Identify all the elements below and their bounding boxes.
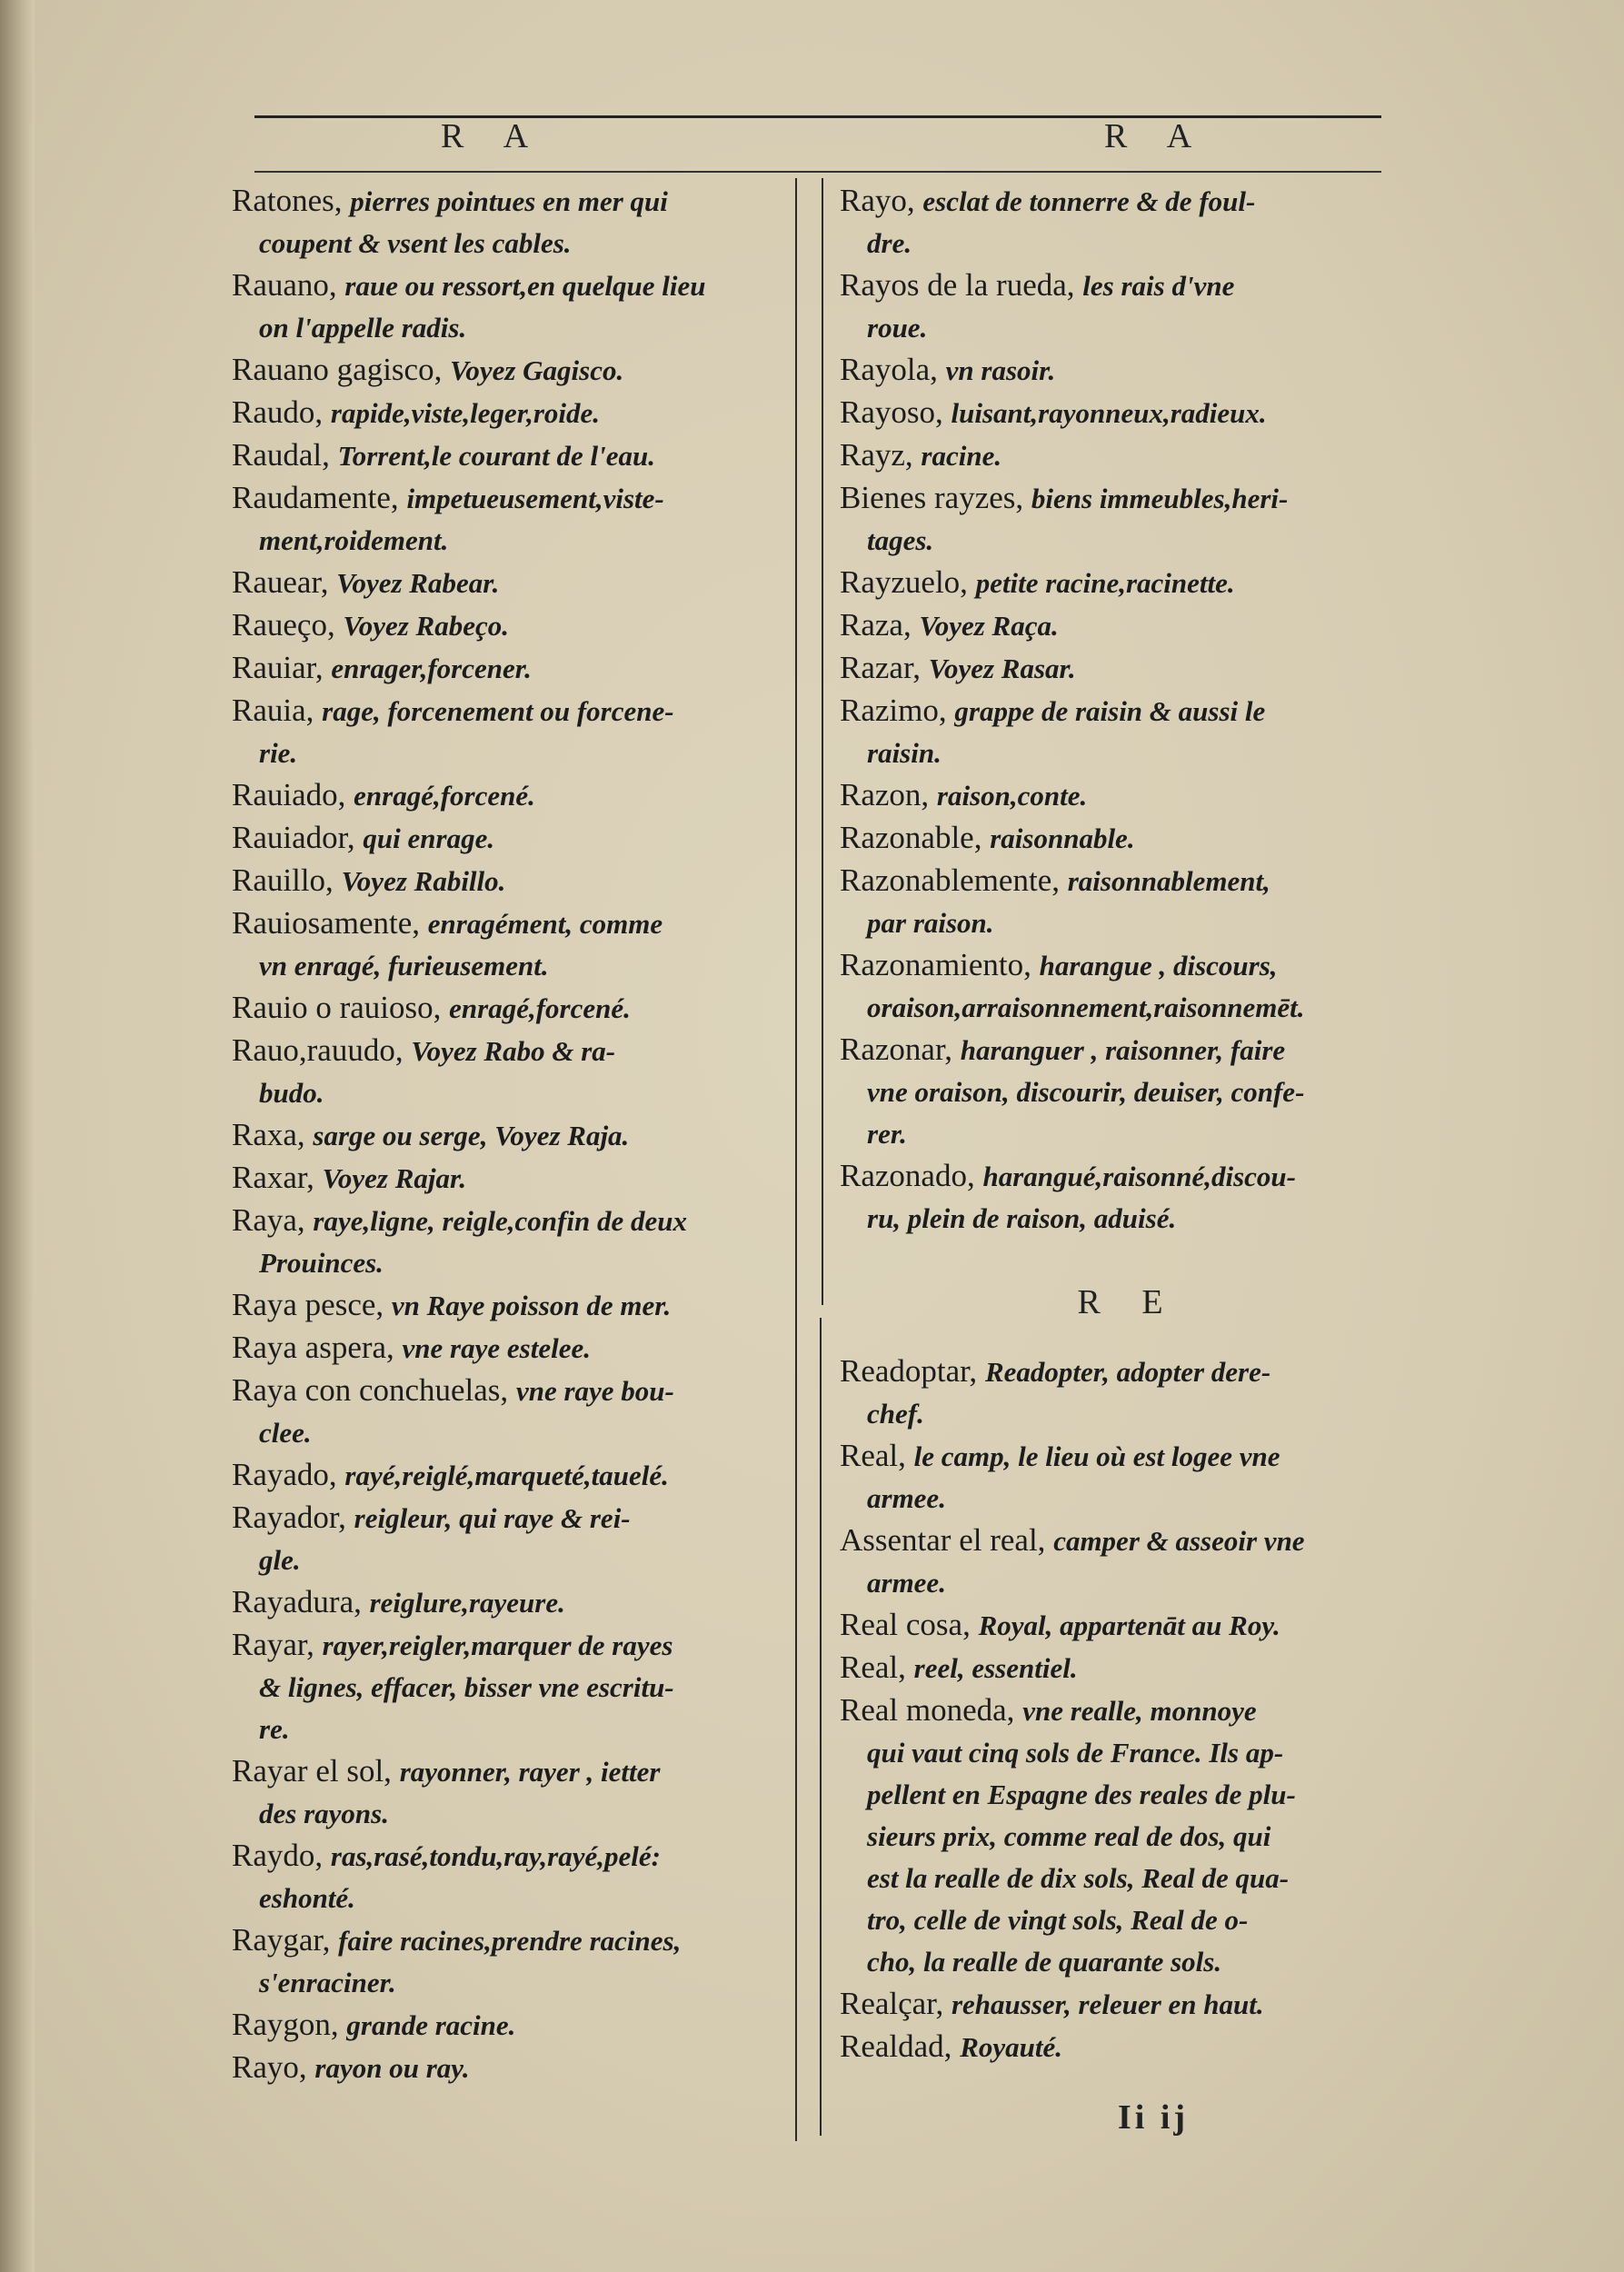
- entry-headword: Raya con conchuelas,: [232, 1372, 509, 1408]
- entry-continuation: oraison,arraisonnement,raisonnemēt.: [867, 992, 1305, 1023]
- entry-headword: Raydo,: [232, 1838, 324, 1873]
- dictionary-entry: [840, 1029, 1390, 1155]
- entry-headword: Rauiosamente,: [232, 905, 421, 941]
- entry-headword: Realdad,: [840, 2028, 952, 2064]
- entry-headword: Razonable,: [840, 820, 982, 855]
- entry-gloss: harangue , discours,: [1039, 950, 1278, 982]
- entry-gloss: faire racines,prendre racines,: [338, 1925, 682, 1957]
- entry-headword: Rauillo,: [232, 862, 334, 898]
- entry-headword: Real cosa,: [840, 1607, 971, 1642]
- entry-headword: Razimo,: [840, 693, 947, 728]
- entry-continuation: tro, celle de vingt sols, Real de o-: [867, 1904, 1249, 1936]
- entry-continuation: roue.: [867, 312, 928, 344]
- dictionary-entry: [232, 1835, 786, 1919]
- dictionary-entry: [232, 604, 786, 647]
- entry-headword: Razonado,: [840, 1158, 975, 1193]
- entry-gloss: enragément, comme: [427, 908, 663, 940]
- entry-headword: Rayadura,: [232, 1584, 362, 1619]
- entry-gloss: ras,rasé,tondu,ray,rayé,pelé:: [330, 1840, 661, 1872]
- dictionary-entry: [840, 434, 1390, 477]
- dictionary-entry: [232, 264, 786, 349]
- entry-headword: Raya aspera,: [232, 1330, 394, 1365]
- entry-gloss: les rais d'vne: [1082, 270, 1235, 302]
- dictionary-entry: [232, 902, 786, 987]
- entry-headword: Raudo,: [232, 394, 324, 430]
- entry-continuation: sieurs prix, comme real de dos, qui: [867, 1820, 1271, 1852]
- entry-headword: Raygon,: [232, 2007, 339, 2042]
- signature-mark: Ii ij: [1118, 2098, 1190, 2137]
- entry-continuation: rie.: [259, 737, 298, 769]
- entry-continuation: raisin.: [867, 737, 942, 769]
- dictionary-entry: [840, 1604, 1390, 1647]
- column-divider-right-upper: [822, 178, 823, 1305]
- column-divider-right-lower: [820, 1318, 822, 2136]
- entry-continuation: & lignes, effacer, bisser vne escritu-: [259, 1671, 674, 1703]
- entry-gloss: reiglure,rayeure.: [369, 1587, 565, 1619]
- entry-headword: Razon,: [840, 777, 930, 812]
- entry-headword: Rayador,: [232, 1500, 346, 1535]
- entry-gloss: Readopter, adopter dere-: [984, 1356, 1271, 1388]
- entry-gloss: rage, forcenement ou forcene-: [322, 695, 674, 727]
- dictionary-entry: [840, 1155, 1390, 1240]
- entry-continuation: dre.: [867, 227, 912, 259]
- entry-gloss: racine.: [921, 440, 1002, 472]
- entry-gloss: Voyez Gagisco.: [450, 354, 624, 386]
- entry-gloss: Torrent,le courant de l'eau.: [337, 440, 655, 472]
- entry-headword: Rauiar,: [232, 650, 324, 685]
- entry-headword: Rayar el sol,: [232, 1753, 392, 1789]
- dictionary-entry: [232, 1919, 786, 2004]
- dictionary-entry: [840, 860, 1390, 944]
- entry-gloss: camper & asseoir vne: [1053, 1525, 1305, 1557]
- dictionary-entry: [840, 944, 1390, 1029]
- entry-gloss: qui enrage.: [363, 822, 495, 854]
- entry-headword: Raza,: [840, 607, 912, 643]
- dictionary-entry: [232, 987, 786, 1030]
- entry-gloss: raisonnable.: [990, 822, 1135, 854]
- entry-gloss: luisant,rayonneux,radieux.: [951, 397, 1267, 429]
- dictionary-entry: [840, 690, 1390, 774]
- entry-headword: Rayo,: [232, 2049, 307, 2085]
- dictionary-entry: [232, 1200, 786, 1284]
- entry-gloss: pierres pointues en mer qui: [350, 185, 668, 217]
- entry-headword: Raxar,: [232, 1160, 314, 1195]
- dictionary-entry: [840, 2026, 1390, 2068]
- entry-continuation: ru, plein de raison, aduisé.: [867, 1202, 1177, 1234]
- left-column: [232, 180, 786, 2089]
- dictionary-entry: [840, 604, 1390, 647]
- dictionary-entry: [232, 434, 786, 477]
- entry-gloss: Royauté.: [960, 2031, 1062, 2063]
- entry-gloss: enragé,forcené.: [354, 780, 535, 812]
- entry-continuation: vne oraison, discourir, deuiser, confe-: [867, 1076, 1305, 1108]
- dictionary-entry: [840, 1520, 1390, 1604]
- entry-gloss: petite racine,racinette.: [975, 567, 1235, 599]
- entry-gloss: Voyez Raça.: [919, 610, 1059, 642]
- dictionary-entry: [840, 562, 1390, 604]
- dictionary-entry: [232, 1750, 786, 1835]
- dictionary-entry: [840, 264, 1390, 349]
- entry-headword: Rayola,: [840, 352, 938, 387]
- entry-gloss: reigleur, qui raye & rei-: [354, 1502, 631, 1534]
- entry-gloss: Voyez Rabo & ra-: [411, 1035, 616, 1067]
- entry-continuation: s'enraciner.: [259, 1967, 396, 1998]
- entry-gloss: vne raye estelee.: [402, 1332, 591, 1364]
- entry-gloss: raye,ligne, reigle,confin de deux: [313, 1205, 687, 1237]
- entry-continuation: rer.: [867, 1118, 907, 1150]
- entry-headword: Raya pesce,: [232, 1287, 384, 1322]
- entry-continuation: qui vaut cinq sols de France. Ils ap-: [867, 1737, 1284, 1769]
- entry-gloss: esclat de tonnerre & de foul-: [922, 185, 1256, 217]
- entry-continuation: chef.: [867, 1398, 924, 1430]
- dictionary-entry: [232, 1284, 786, 1327]
- entry-gloss: vn rasoir.: [945, 354, 1056, 386]
- entry-gloss: grappe de raisin & aussi le: [954, 695, 1266, 727]
- entry-gloss: Royal, appartenāt au Roy.: [978, 1609, 1280, 1641]
- entry-headword: Raudal,: [232, 437, 330, 473]
- dictionary-entry: [232, 349, 786, 392]
- dictionary-entry: [840, 647, 1390, 690]
- entry-continuation: par raison.: [867, 907, 994, 939]
- entry-headword: Readoptar,: [840, 1353, 978, 1389]
- dictionary-entry: [840, 774, 1390, 817]
- entry-gloss: harangué,raisonné,discou-: [982, 1161, 1296, 1192]
- entry-gloss: grande racine.: [346, 2009, 516, 2041]
- entry-headword: Rayzuelo,: [840, 564, 968, 600]
- dictionary-entry: [232, 690, 786, 774]
- entry-continuation: armee.: [867, 1482, 946, 1514]
- entry-continuation: armee.: [867, 1567, 946, 1599]
- entry-gloss: sarge ou serge, Voyez Raja.: [313, 1120, 630, 1151]
- entry-headword: Rauano,: [232, 267, 337, 303]
- entry-headword: Rauiado,: [232, 777, 346, 812]
- dictionary-entry: [232, 562, 786, 604]
- header-rule-bottom: [254, 171, 1381, 173]
- running-head-left: R A: [441, 117, 545, 155]
- entry-gloss: Voyez Rabeço.: [343, 610, 509, 642]
- dictionary-entry: [840, 392, 1390, 434]
- entry-headword: Rayado,: [232, 1457, 337, 1492]
- entry-headword: Rauiador,: [232, 820, 355, 855]
- dictionary-entry: [840, 1983, 1390, 2026]
- entry-continuation: vn enragé, furieusement.: [259, 950, 549, 982]
- right-column-ra-entries: [840, 180, 1390, 1240]
- entry-continuation: est la realle de dix sols, Real de qua-: [867, 1862, 1290, 1894]
- dictionary-entry: [232, 647, 786, 690]
- entry-headword: Razonar,: [840, 1031, 952, 1067]
- entry-headword: Real,: [840, 1649, 906, 1685]
- dictionary-entry: [232, 1370, 786, 1454]
- entry-headword: Raya,: [232, 1202, 305, 1238]
- dictionary-entry: [232, 392, 786, 434]
- entry-headword: Rauia,: [232, 693, 314, 728]
- page-gutter-shadow: [0, 0, 35, 2272]
- entry-gloss: biens immeubles,heri-: [1031, 483, 1289, 514]
- entry-gloss: rayer,reigler,marquer de rayes: [322, 1629, 673, 1661]
- entry-gloss: raue ou ressort,en quelque lieu: [344, 270, 706, 302]
- entry-continuation: pellent en Espagne des reales de plu-: [867, 1779, 1296, 1810]
- entry-gloss: raison,conte.: [936, 780, 1088, 812]
- entry-gloss: Voyez Rabear.: [336, 567, 500, 599]
- dictionary-entry: [232, 774, 786, 817]
- right-column-re-entries: [840, 1350, 1390, 2068]
- entry-headword: Assentar el real,: [840, 1522, 1046, 1558]
- entry-continuation: Prouinces.: [259, 1247, 384, 1279]
- entry-continuation: on l'appelle radis.: [259, 312, 467, 344]
- dictionary-entry: [232, 1030, 786, 1114]
- entry-headword: Rauano gagisco,: [232, 352, 443, 387]
- entry-headword: Raueço,: [232, 607, 335, 643]
- entry-gloss: impetueusement,viste-: [406, 483, 664, 514]
- dictionary-entry: [232, 1114, 786, 1157]
- entry-headword: Rauo,rauudo,: [232, 1032, 404, 1068]
- entry-headword: Ratones,: [232, 183, 343, 218]
- entry-gloss: rayé,reiglé,marqueté,tauelé.: [344, 1460, 669, 1491]
- dictionary-entry: [840, 1647, 1390, 1689]
- entry-gloss: rayonner, rayer , ietter: [399, 1756, 661, 1788]
- section-heading-re: R E: [1077, 1283, 1180, 1321]
- dictionary-entry: [840, 1689, 1390, 1983]
- entry-headword: Rayz,: [840, 437, 913, 473]
- dictionary-entry: [840, 1350, 1390, 1435]
- entry-headword: Razonablemente,: [840, 862, 1060, 898]
- entry-continuation: ment,roidement.: [259, 524, 449, 556]
- entry-headword: Real,: [840, 1438, 906, 1473]
- dictionary-entry: [840, 477, 1390, 562]
- dictionary-entry: [232, 1454, 786, 1497]
- dictionary-entry: [232, 817, 786, 860]
- running-head-right: R A: [1104, 117, 1209, 155]
- entry-gloss: enragé,forcené.: [449, 992, 631, 1024]
- entry-gloss: haranguer , raisonner, faire: [960, 1034, 1286, 1066]
- entry-headword: Raygar,: [232, 1922, 331, 1958]
- entry-gloss: rapide,viste,leger,roide.: [330, 397, 601, 429]
- entry-gloss: Voyez Rabillo.: [341, 865, 506, 897]
- entry-gloss: vne realle, monnoye: [1022, 1695, 1257, 1727]
- entry-headword: Realçar,: [840, 1986, 944, 2021]
- entry-gloss: raisonnablement,: [1067, 865, 1270, 897]
- dictionary-entry: [232, 2004, 786, 2047]
- entry-gloss: rehausser, releuer en haut.: [951, 1988, 1264, 2020]
- entry-continuation: cho, la realle de quarante sols.: [867, 1946, 1222, 1978]
- dictionary-entry: [232, 2047, 786, 2089]
- entry-continuation: tages.: [867, 524, 934, 556]
- entry-gloss: Voyez Rasar.: [928, 653, 1076, 684]
- entry-headword: Rayos de la rueda,: [840, 267, 1075, 303]
- entry-headword: Raxa,: [232, 1117, 305, 1152]
- entry-continuation: budo.: [259, 1077, 324, 1109]
- dictionary-entry: [840, 349, 1390, 392]
- entry-continuation: clee.: [259, 1417, 312, 1449]
- dictionary-entry: [232, 180, 786, 264]
- dictionary-entry: [840, 180, 1390, 264]
- dictionary-entry: [232, 1624, 786, 1750]
- entry-headword: Razonamiento,: [840, 947, 1031, 982]
- right-column: [840, 180, 1390, 2068]
- entry-gloss: vn Raye poisson de mer.: [391, 1290, 672, 1321]
- entry-headword: Real moneda,: [840, 1692, 1015, 1728]
- entry-gloss: le camp, le lieu où est logee vne: [913, 1440, 1280, 1472]
- entry-headword: Rauio o rauioso,: [232, 990, 442, 1025]
- entry-continuation: coupent & vsent les cables.: [259, 227, 572, 259]
- dictionary-entry: [232, 1157, 786, 1200]
- entry-headword: Raudamente,: [232, 480, 399, 515]
- dictionary-entry: [232, 1327, 786, 1370]
- dictionary-entry: [232, 1497, 786, 1581]
- entry-gloss: rayon ou ray.: [314, 2052, 470, 2084]
- entry-continuation: des rayons.: [259, 1798, 389, 1829]
- dictionary-entry: [232, 477, 786, 562]
- entry-gloss: enrager,forcener.: [331, 653, 532, 684]
- entry-headword: Razar,: [840, 650, 921, 685]
- entry-gloss: reel, essentiel.: [913, 1652, 1078, 1684]
- entry-headword: Rauear,: [232, 564, 329, 600]
- dictionary-entry: [840, 817, 1390, 860]
- entry-headword: Bienes rayzes,: [840, 480, 1024, 515]
- entry-headword: Rayo,: [840, 183, 915, 218]
- entry-gloss: vne raye bou-: [515, 1375, 674, 1407]
- column-divider: [795, 178, 797, 2141]
- entry-gloss: Voyez Rajar.: [322, 1162, 467, 1194]
- entry-headword: Rayar,: [232, 1627, 314, 1662]
- entry-headword: Rayoso,: [840, 394, 943, 430]
- dictionary-entry: [232, 860, 786, 902]
- entry-continuation: re.: [259, 1713, 290, 1745]
- dictionary-entry: [840, 1435, 1390, 1520]
- entry-continuation: gle.: [259, 1544, 301, 1576]
- dictionary-entry: [232, 1581, 786, 1624]
- entry-continuation: eshonté.: [259, 1882, 355, 1914]
